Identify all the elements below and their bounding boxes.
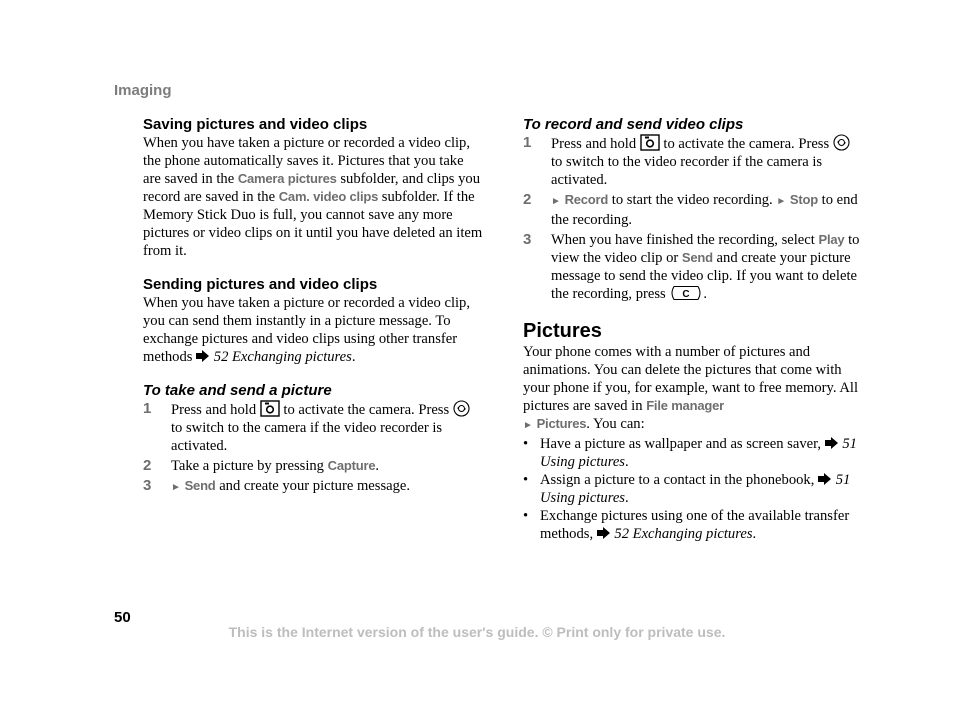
step-item: 3 When you have finished the recording, select Play to view the video clip or Send and create your picture message to send the video clip. If you want to delete the recording, press C . [523, 231, 860, 302]
sending-paragraph: When you have taken a picture or recorded a video clip, you can send them instantly in a picture message. To exchange pictures and video clips using other transfer methods 52 Exchanging pictures. [143, 295, 470, 365]
ui-stop: Stop [789, 192, 818, 207]
step-item: 1 Press and hold to activate the camera. Press to switch to the video recorder if the camera is activated. [523, 134, 863, 189]
footer-notice: This is the Internet version of the user's guide. © Print only for private use. [228, 624, 726, 640]
pictures-heading: Pictures [523, 320, 602, 342]
take-picture-heading: To take and send a picture [143, 382, 332, 399]
ui-play: Play [818, 232, 845, 247]
step-number: 1 [143, 400, 152, 417]
sending-heading: Sending pictures and video clips [143, 276, 378, 293]
page-number: 50 [114, 609, 131, 626]
ui-send: Send [184, 478, 216, 493]
pictures-bullet-list [523, 435, 863, 543]
saving-heading: Saving pictures and video clips [143, 116, 368, 133]
list-item: • Exchange pictures using one of the available transfer methods, 52 Exchanging pictures. [523, 507, 863, 543]
camera-key-icon [260, 400, 280, 417]
xref-link[interactable]: 51 Using pictures [540, 472, 851, 506]
step-number: 2 [143, 457, 152, 474]
ui-capture: Capture [327, 458, 376, 473]
take-picture-steps [143, 400, 483, 497]
camera-key-icon [640, 134, 660, 151]
pictures-paragraph: Your phone comes with a number of pictures and animations. You can delete the pictures that come with your phone if you, for example, want to free memory. All pictures are saved in File manager ► Pictures. You can: [523, 344, 859, 432]
nav-arrow-icon: ► [551, 196, 561, 207]
step-number: 1 [523, 134, 532, 151]
step-number: 3 [523, 231, 532, 248]
ui-pictures: Pictures [536, 416, 587, 431]
xref-arrow-icon [597, 527, 611, 539]
record-video-steps [523, 134, 863, 303]
nav-arrow-icon: ► [776, 196, 787, 207]
nav-arrow-icon: ► [171, 482, 181, 493]
step-number: 3 [143, 477, 152, 494]
xref-link[interactable]: 52 Exchanging pictures [614, 526, 753, 542]
mode-switch-icon [833, 134, 850, 151]
ui-cam-video-clips: Cam. video clips [278, 189, 379, 204]
xref-arrow-icon [818, 473, 832, 485]
xref-link[interactable]: 52 Exchanging pictures [213, 349, 352, 365]
step-item: 2 Take a picture by pressing Capture. [143, 457, 379, 474]
step-item: 3 ► Send and create your picture message. [143, 477, 411, 494]
ui-file-manager: File manager [646, 398, 724, 413]
ui-record: Record [564, 192, 609, 207]
right-column [523, 116, 863, 543]
step-item: 1 Press and hold to activate the camera. Press to switch to the camera if the video recorder is activated. [143, 400, 483, 455]
step-item: 2 ► Record to start the video recording. ► Stop to end the recording. [523, 191, 858, 228]
xref-arrow-icon [196, 350, 210, 362]
ui-camera-pictures: Camera pictures [237, 171, 337, 186]
xref-arrow-icon [825, 437, 839, 449]
step-number: 2 [523, 191, 532, 208]
left-column [143, 116, 483, 499]
list-item: • Assign a picture to a contact in the phonebook, 51 Using pictures. [523, 471, 863, 507]
ui-send: Send [681, 250, 713, 265]
c-key-label: C [682, 289, 690, 300]
section-label: Imaging [114, 82, 172, 99]
nav-arrow-icon: ► [523, 420, 533, 431]
mode-switch-icon [453, 400, 470, 417]
saving-paragraph: When you have taken a picture or recorded a video clip, the phone automatically saves it. Pictures that you take are saved in the Camera pictures subfolder, and clips you record are saved in the Cam. video clips subfolder. If the Memory Stick Duo is full, you cannot save any more pictures or video clips on it until you have deleted an item from it. [143, 135, 483, 259]
record-video-heading: To record and send video clips [523, 116, 744, 133]
list-item: • Have a picture as wallpaper and as screen saver, 51 Using pictures. [523, 435, 863, 471]
c-key-icon [669, 285, 703, 301]
xref-link[interactable]: 51 Using pictures [540, 436, 857, 470]
